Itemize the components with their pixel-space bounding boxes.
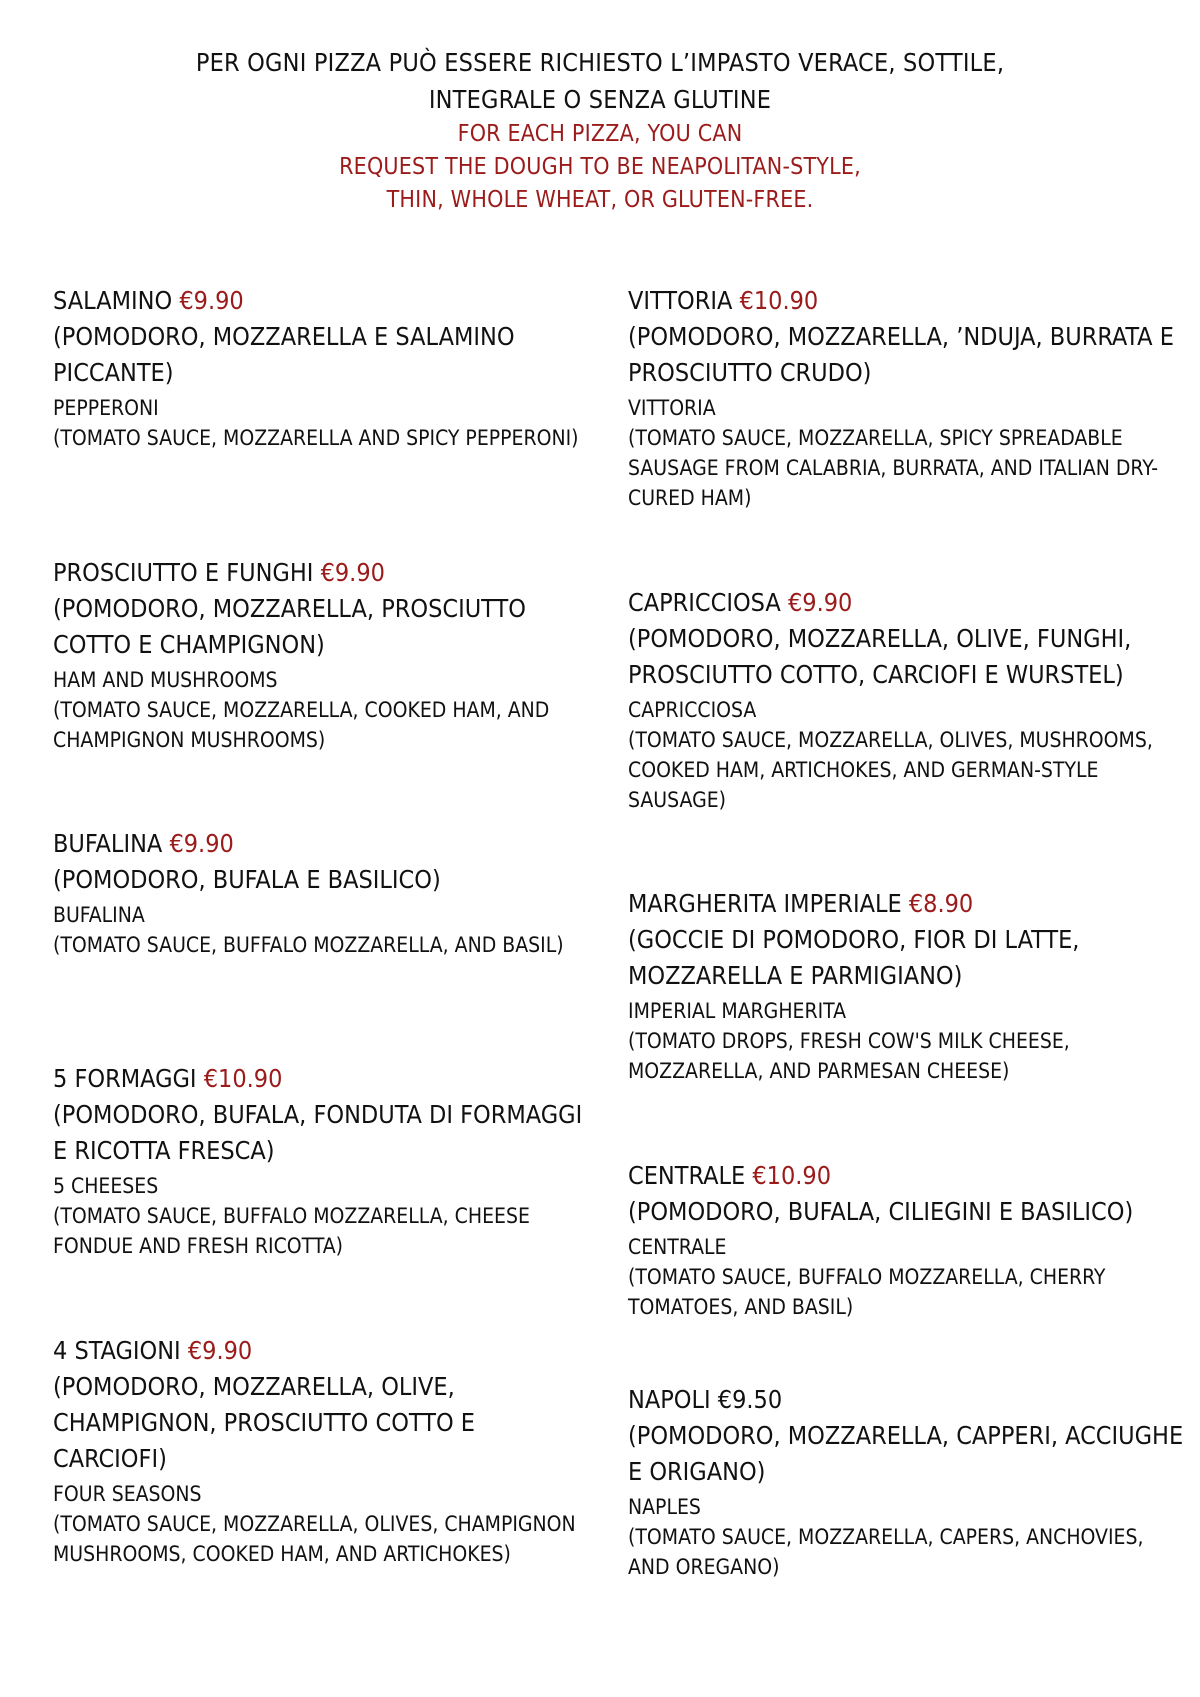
pizza-ingredients-en: (TOMATO SAUCE, MOZZARELLA, CAPERS, ANCHOVIES, AND OREGANO) [628, 1525, 1144, 1579]
pizza-price: €10.90 [203, 1064, 283, 1093]
menu-item-salamino [53, 283, 593, 453]
pizza-name-en: NAPLES [628, 1495, 701, 1519]
pizza-name: SALAMINO [53, 286, 173, 315]
pizza-name: CENTRALE [628, 1161, 746, 1190]
pizza-ingredients-it: (POMODORO, MOZZARELLA, OLIVE, CHAMPIGNON, PROSCIUTTO COTTO E CARCIOFI) [53, 1372, 475, 1473]
pizza-ingredients-en: (TOMATO SAUCE, MOZZARELLA, SPICY SPREADABLE SAUSAGE FROM CALABRIA, BURRATA, AND ITALIAN DRY-CURED HAM) [628, 426, 1159, 510]
pizza-ingredients-it: (POMODORO, MOZZARELLA E SALAMINO PICCANTE) [53, 322, 515, 387]
pizza-ingredients-it: (POMODORO, BUFALA E BASILICO) [53, 865, 441, 894]
pizza-ingredients-en: (TOMATO SAUCE, BUFFALO MOZZARELLA, CHERRY TOMATOES, AND BASIL) [628, 1265, 1106, 1319]
pizza-ingredients-it: (POMODORO, MOZZARELLA, PROSCIUTTO COTTO E CHAMPIGNON) [53, 594, 526, 659]
menu-item-napoli [628, 1382, 1188, 1582]
pizza-name-en: CAPRICCIOSA [628, 698, 757, 722]
pizza-title [53, 1333, 593, 1369]
menu-item-4-stagioni [53, 1333, 593, 1569]
menu-item-margherita-imperiale [628, 886, 1188, 1086]
menu-item-capricciosa [628, 585, 1188, 815]
pizza-ingredients-en: (TOMATO SAUCE, MOZZARELLA, OLIVES, MUSHROOMS, COOKED HAM, ARTICHOKES, AND GERMAN-STYLE SAUSAGE) [628, 728, 1153, 812]
pizza-price: €9.90 [187, 1336, 253, 1365]
pizza-price: €8.90 [908, 889, 974, 918]
pizza-name-en: BUFALINA [53, 903, 145, 927]
pizza-title [53, 826, 593, 862]
pizza-name-en: CENTRALE [628, 1235, 727, 1259]
pizza-name: BUFALINA [53, 829, 163, 858]
pizza-ingredients-en: (TOMATO SAUCE, BUFFALO MOZZARELLA, AND BASIL) [53, 933, 564, 957]
pizza-ingredients-en: (TOMATO SAUCE, MOZZARELLA, COOKED HAM, AND CHAMPIGNON MUSHROOMS) [53, 698, 550, 752]
pizza-ingredients-en: (TOMATO DROPS, FRESH COW'S MILK CHEESE, MOZZARELLA, AND PARMESAN CHEESE) [628, 1029, 1070, 1083]
menu-item-prosciutto-e-funghi [53, 555, 593, 755]
pizza-name: 5 FORMAGGI [53, 1064, 197, 1093]
dough-notice [0, 44, 1200, 217]
pizza-price: €10.90 [752, 1161, 832, 1190]
pizza-name: 4 STAGIONI [53, 1336, 181, 1365]
pizza-name: MARGHERITA IMPERIALE [628, 889, 902, 918]
menu-item-vittoria [628, 283, 1188, 513]
menu-item-centrale [628, 1158, 1188, 1322]
pizza-ingredients-it: (POMODORO, MOZZARELLA, OLIVE, FUNGHI, PROSCIUTTO COTTO, CARCIOFI E WURSTEL) [628, 624, 1132, 689]
pizza-name: VITTORIA [628, 286, 733, 315]
pizza-title [53, 555, 593, 591]
dough-notice-it-line-1: PER OGNI PIZZA PUÒ ESSERE RICHIESTO L’IMPASTO VERACE, SOTTILE, [195, 48, 1005, 77]
pizza-ingredients-en: (TOMATO SAUCE, MOZZARELLA AND SPICY PEPPERONI) [53, 426, 579, 450]
pizza-ingredients-it: (POMODORO, MOZZARELLA, ’NDUJA, BURRATA E PROSCIUTTO CRUDO) [628, 322, 1174, 387]
pizza-name-en: IMPERIAL MARGHERITA [628, 999, 846, 1023]
pizza-price: €9.90 [320, 558, 385, 587]
pizza-title [628, 1158, 1188, 1194]
dough-notice-en-line-1: FOR EACH PIZZA, YOU CAN [457, 121, 743, 147]
menu-item-bufalina [53, 826, 593, 960]
dough-notice-en-line-3: THIN, WHOLE WHEAT, OR GLUTEN-FREE. [386, 187, 814, 213]
pizza-ingredients-en: (TOMATO SAUCE, BUFFALO MOZZARELLA, CHEESE FONDUE AND FRESH RICOTTA) [53, 1204, 530, 1258]
pizza-name-en: PEPPERONI [53, 396, 159, 420]
pizza-name: NAPOLI [628, 1385, 711, 1414]
pizza-name: PROSCIUTTO E FUNGHI [53, 558, 314, 587]
pizza-title [628, 585, 1188, 621]
pizza-title [628, 886, 1188, 922]
pizza-price: €9.90 [169, 829, 234, 858]
pizza-price: €10.90 [739, 286, 819, 315]
pizza-title [53, 1061, 593, 1097]
pizza-name-en: FOUR SEASONS [53, 1482, 202, 1506]
pizza-ingredients-en: (TOMATO SAUCE, MOZZARELLA, OLIVES, CHAMPIGNON MUSHROOMS, COOKED HAM, AND ARTICHOKES) [53, 1512, 576, 1566]
pizza-name-en: VITTORIA [628, 396, 716, 420]
pizza-name-en: HAM AND MUSHROOMS [53, 668, 278, 692]
dough-notice-en-line-2: REQUEST THE DOUGH TO BE NEAPOLITAN-STYLE, [339, 154, 861, 180]
pizza-ingredients-it: (POMODORO, BUFALA, CILIEGINI E BASILICO) [628, 1197, 1134, 1226]
pizza-ingredients-it: (POMODORO, MOZZARELLA, CAPPERI, ACCIUGHE E ORIGANO) [628, 1421, 1184, 1486]
pizza-price: €9.90 [179, 286, 244, 315]
pizza-ingredients-it: (POMODORO, BUFALA, FONDUTA DI FORMAGGI E RICOTTA FRESCA) [53, 1100, 583, 1165]
pizza-ingredients-it: (GOCCIE DI POMODORO, FIOR DI LATTE, MOZZARELLA E PARMIGIANO) [628, 925, 1080, 990]
pizza-price: €9.50 [717, 1385, 783, 1414]
pizza-name: CAPRICCIOSA [628, 588, 781, 617]
dough-notice-it-line-2: INTEGRALE O SENZA GLUTINE [428, 85, 772, 114]
pizza-name-en: 5 CHEESES [53, 1174, 159, 1198]
menu-item-5-formaggi [53, 1061, 593, 1261]
pizza-title [53, 283, 593, 319]
pizza-title [628, 283, 1188, 319]
pizza-price: €9.90 [787, 588, 853, 617]
pizza-title [628, 1382, 1188, 1418]
